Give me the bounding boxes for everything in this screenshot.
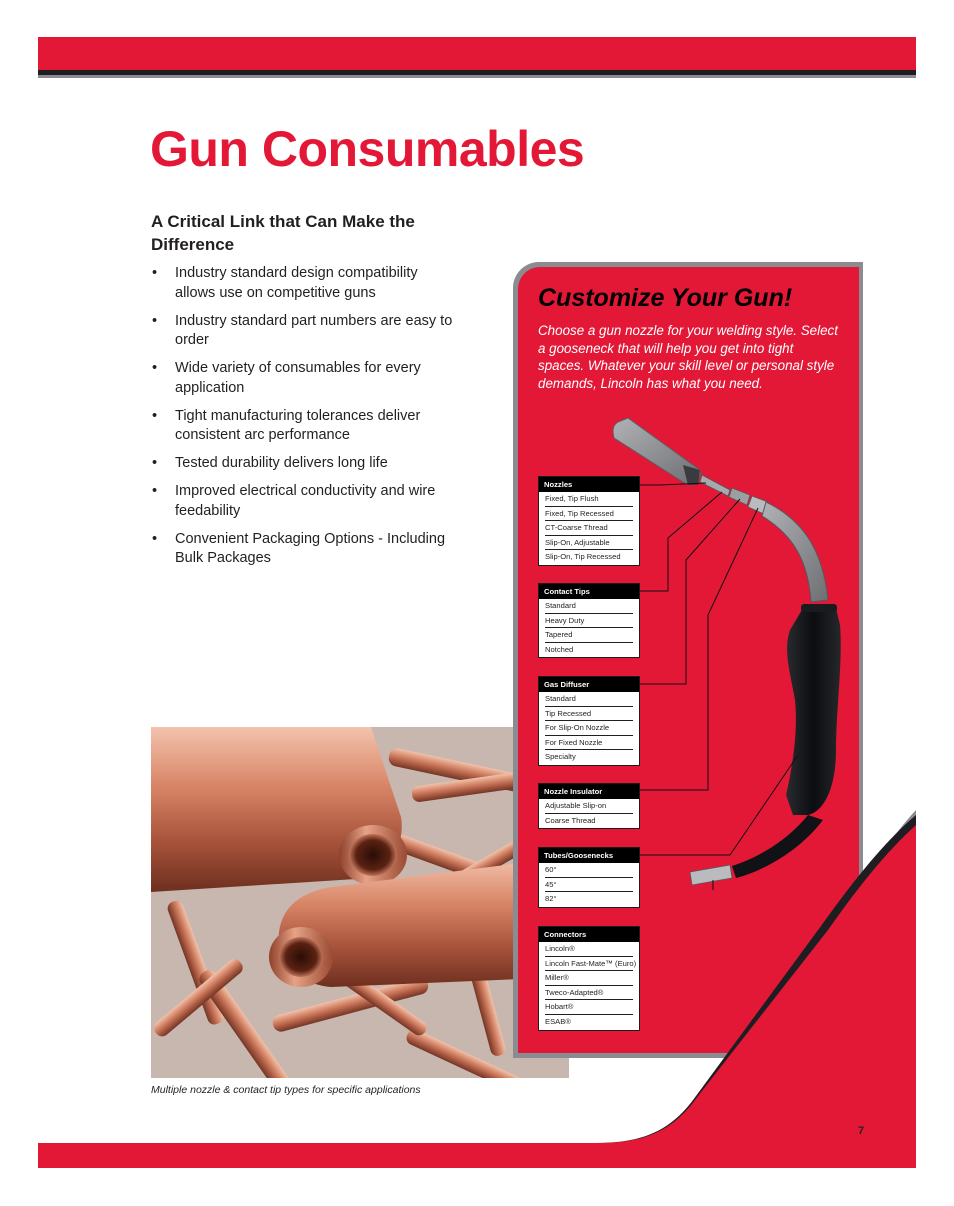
bullet-item: • Tight manufacturing tolerances deliver consistent arc performance — [151, 407, 461, 446]
header-band — [38, 37, 916, 70]
category-item: Fixed, Tip Flush — [545, 492, 633, 507]
category-title: Connectors — [539, 927, 639, 942]
category-title: Gas Diffuser — [539, 677, 639, 692]
feature-bullet-list — [151, 264, 461, 577]
bullet-item: • Wide variety of consumables for every application — [151, 359, 461, 398]
footer-band — [38, 1143, 916, 1168]
category-title: Contact Tips — [539, 584, 639, 599]
category-item: Hobart® — [545, 1000, 633, 1015]
category-item: Standard — [545, 599, 633, 614]
category-contact-tips — [538, 583, 640, 658]
category-item: Slip-On, Adjustable — [545, 536, 633, 551]
category-item: For Slip-On Nozzle — [545, 721, 633, 736]
panel-intro: Choose a gun nozzle for your welding style. Select a gooseneck that will help you get into tight spaces. Whatever your skill level or personal style demands, Lincoln has what you need. — [538, 323, 838, 391]
bullet-item: • Tested durability delivers long life — [151, 454, 461, 474]
category-item: Heavy Duty — [545, 614, 633, 629]
category-item: Coarse Thread — [545, 815, 596, 825]
bullet-item: • Convenient Packaging Options - Including Bulk Packages — [151, 530, 461, 569]
photo-caption: Multiple nozzle & contact tip types for specific applications — [151, 1084, 421, 1096]
category-item: ESAB® — [545, 1016, 571, 1026]
category-title: Nozzle Insulator — [539, 784, 639, 799]
category-gas-diffuser — [538, 676, 640, 766]
bullet-item: • Industry standard design compatibility allows use on competitive guns — [151, 264, 461, 303]
category-nozzles — [538, 476, 640, 566]
category-item: Tip Recessed — [545, 707, 633, 722]
section-subheading: A Critical Link that Can Make the Difference — [151, 212, 415, 254]
category-title: Nozzles — [539, 477, 639, 492]
page-number: 7 — [858, 1125, 865, 1137]
category-item: For Fixed Nozzle — [545, 736, 633, 751]
category-item: Fixed, Tip Recessed — [545, 507, 633, 522]
category-item: 45° — [545, 878, 633, 893]
category-item: 82° — [545, 894, 557, 904]
category-item: CT-Coarse Thread — [545, 521, 633, 536]
category-item: Lincoln® — [545, 942, 633, 957]
category-item: Tapered — [545, 628, 633, 643]
panel-title: Customize Your Gun! — [538, 284, 793, 312]
footer-swoosh — [38, 780, 916, 1168]
category-item: Standard — [545, 692, 633, 707]
category-item: Miller® — [545, 971, 633, 986]
page-title: Gun Consumables — [150, 121, 585, 177]
category-item: Notched — [545, 644, 574, 654]
category-item: Tweco-Adapted® — [545, 986, 633, 1001]
category-item: Specialty — [545, 752, 576, 762]
category-item: 60° — [545, 863, 633, 878]
category-item: Slip-On, Tip Recessed — [545, 552, 621, 562]
header-band-gray-line — [38, 75, 916, 78]
category-item: Lincoln Fast-Mate™ (Euro) — [545, 957, 633, 972]
bullet-item: • Industry standard part numbers are easy to order — [151, 312, 461, 351]
category-title: Tubes/Goosenecks — [539, 848, 639, 863]
category-item: Adjustable Slip-on — [545, 799, 633, 814]
bullet-item: • Improved electrical conductivity and wire feedability — [151, 482, 461, 521]
